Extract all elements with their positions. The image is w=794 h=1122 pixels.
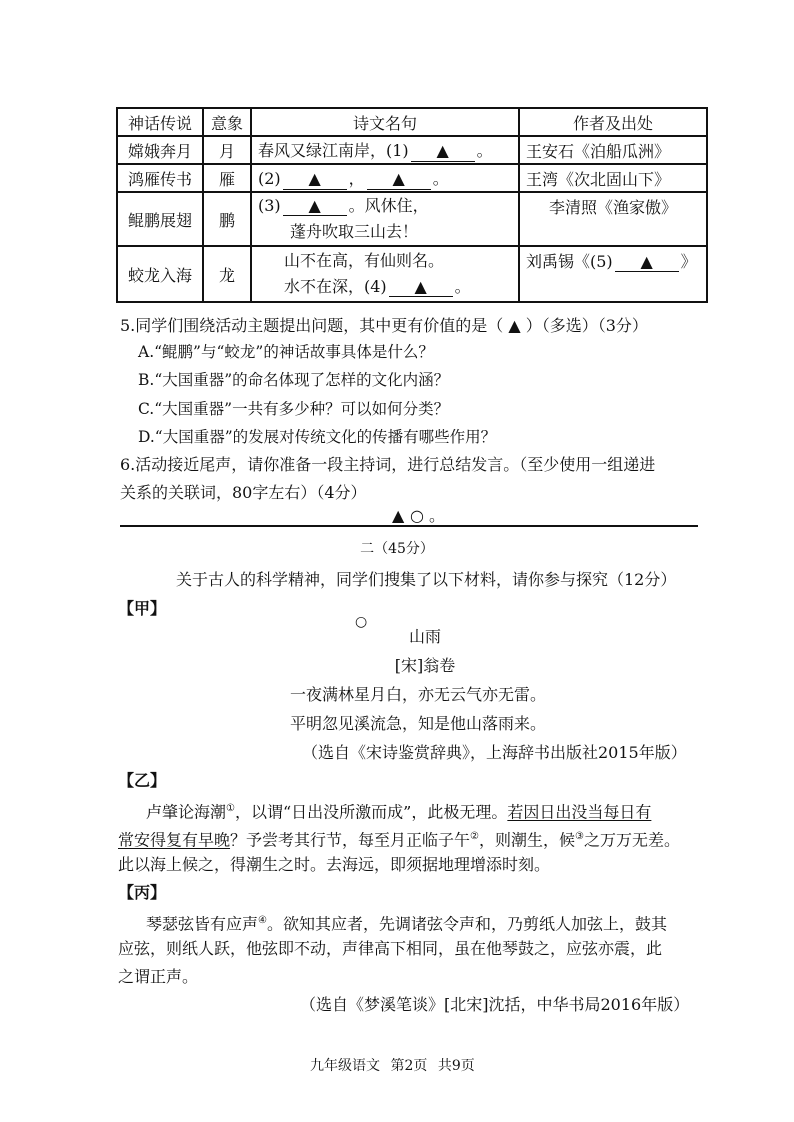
verse-cell: (2) ▲ ， ▲ 。	[251, 164, 519, 192]
table-header: 意象	[203, 108, 251, 136]
answer-blank-3[interactable]: ▲	[283, 196, 347, 216]
table-header-row	[117, 108, 707, 136]
verse-cell: 山不在高，有仙则名。 水不在深，(4) ▲ 。	[251, 246, 519, 302]
yi-label: 【乙】	[118, 771, 167, 790]
jia-label: 【甲】	[118, 599, 167, 618]
myth-cell: 嫦娥奔月	[117, 136, 203, 164]
footer-total: 共9页	[437, 1058, 475, 1074]
image-cell: 雁	[203, 164, 251, 192]
answer-line[interactable]	[120, 525, 698, 527]
source-cell: 李清照《渔家傲》	[519, 192, 707, 246]
table-header: 神话传说	[117, 108, 203, 136]
image-cell: 月	[203, 136, 251, 164]
table-row	[117, 246, 707, 302]
bing-paragraph: 琴瑟弦皆有应声④。欲知其应者，先调诸弦令声和，乃剪纸人加弦上，鼓其	[146, 914, 667, 934]
section-2-title: 二（45分）	[360, 541, 434, 557]
source-cell: 王安石《泊船瓜洲》	[519, 136, 707, 164]
table-header: 作者及出处	[519, 108, 707, 136]
yi-paragraph-line-2: 常安得复有早晚？予尝考其行节，每至月正临子午②，则潮生，候③之万万无差。	[118, 830, 680, 850]
yi-paragraph: 卢肇论海潮①，以谓“日出没所激而成”，此极无理。若因日出没当每日有	[146, 802, 652, 822]
question-5-stem: 5.同学们围绕活动主题提出问题，其中更有价值的是（ ▲ ）（多选）（3分）	[120, 316, 648, 335]
answer-blank-4[interactable]: ▲	[389, 277, 453, 297]
jia-source: （选自《宋诗鉴赏辞典》，上海辞书出版社2015年版）	[302, 743, 687, 762]
answer-blank-5[interactable]: ▲	[615, 252, 679, 272]
footer-page: 第2页	[390, 1058, 428, 1074]
answer-blank-1[interactable]: ▲	[411, 141, 475, 161]
question-5-option-b[interactable]: B.“大国重器”的命名体现了怎样的文化内涵？	[138, 371, 450, 389]
poem-line-2: 平明忽见溪流急，知是他山落雨来。	[290, 714, 547, 733]
underlined-sentence: 常安得复有早晚	[118, 830, 231, 850]
answer-blank-2b[interactable]: ▲	[367, 169, 431, 189]
underlined-sentence: 若因日出没当每日有	[507, 802, 652, 822]
myth-cell: 鸿雁传书	[117, 164, 203, 192]
answer-area-mark[interactable]: ▲	[392, 506, 405, 525]
poem-author: [宋]翁卷	[394, 656, 456, 675]
question-5-option-c[interactable]: C.“大国重器”一共有多少种？可以如何分类？	[138, 400, 450, 418]
bing-source: （选自《梦溪笔谈》[北宋]沈括，中华书局2016年版）	[300, 995, 690, 1014]
source-cell: 王湾《次北固山下》	[519, 164, 707, 192]
poem-title: 山雨	[408, 627, 441, 646]
bing-label: 【丙】	[118, 883, 167, 902]
table-row	[117, 192, 707, 246]
yi-paragraph-line-3: 此以海上候之，得潮生之时。去海远，即须据地理增添时刻。	[118, 855, 551, 874]
section-2-intro: 关于古人的科学精神，同学们搜集了以下材料，请你参与探究（12分）	[176, 570, 677, 589]
footer	[310, 1055, 475, 1075]
poem-line-1: 一夜满林星月白，亦无云气亦无雷。	[290, 685, 547, 704]
source-cell: 刘禹锡《(5) ▲ 》	[519, 246, 707, 302]
table-row	[117, 136, 707, 164]
verse-cell: 春风又绿江南岸，(1) ▲ 。	[251, 136, 519, 164]
verse-cell: (3) ▲ 。风休住， 蓬舟吹取三山去！	[251, 192, 519, 246]
myth-cell: 蛟龙入海	[117, 246, 203, 302]
question-6-line-1: 6.活动接近尾声，请你准备一段主持词，进行总结发言。（至少使用一组递进	[120, 455, 656, 474]
footer-grade: 九年级语文	[310, 1058, 380, 1074]
bing-paragraph-line-2: 应弦，则纸人跃，他弦即不动，声律高下相同，虽在他琴鼓之，应弦亦震，此	[118, 939, 663, 958]
poem-table	[116, 107, 708, 303]
answer-blank-2a[interactable]: ▲	[283, 169, 347, 189]
table-header: 诗文名句	[251, 108, 519, 136]
myth-cell: 鲲鹏展翅	[117, 192, 203, 246]
question-5-option-a[interactable]: A.“鲲鹏”与“蛟龙”的神话故事具体是什么？	[138, 343, 434, 361]
question-6-line-2: 关系的关联词，80字左右）（4分）	[120, 483, 367, 502]
jia-circle-mark: ○	[355, 614, 368, 630]
question-5-option-d[interactable]: D.“大国重器”的发展对传统文化的传播有哪些作用？	[138, 428, 497, 446]
bing-paragraph-line-3: 之谓正声。	[118, 967, 199, 986]
answer-area-dots: ○ 。	[410, 506, 446, 525]
table-row	[117, 164, 707, 192]
image-cell: 龙	[203, 246, 251, 302]
image-cell: 鹏	[203, 192, 251, 246]
